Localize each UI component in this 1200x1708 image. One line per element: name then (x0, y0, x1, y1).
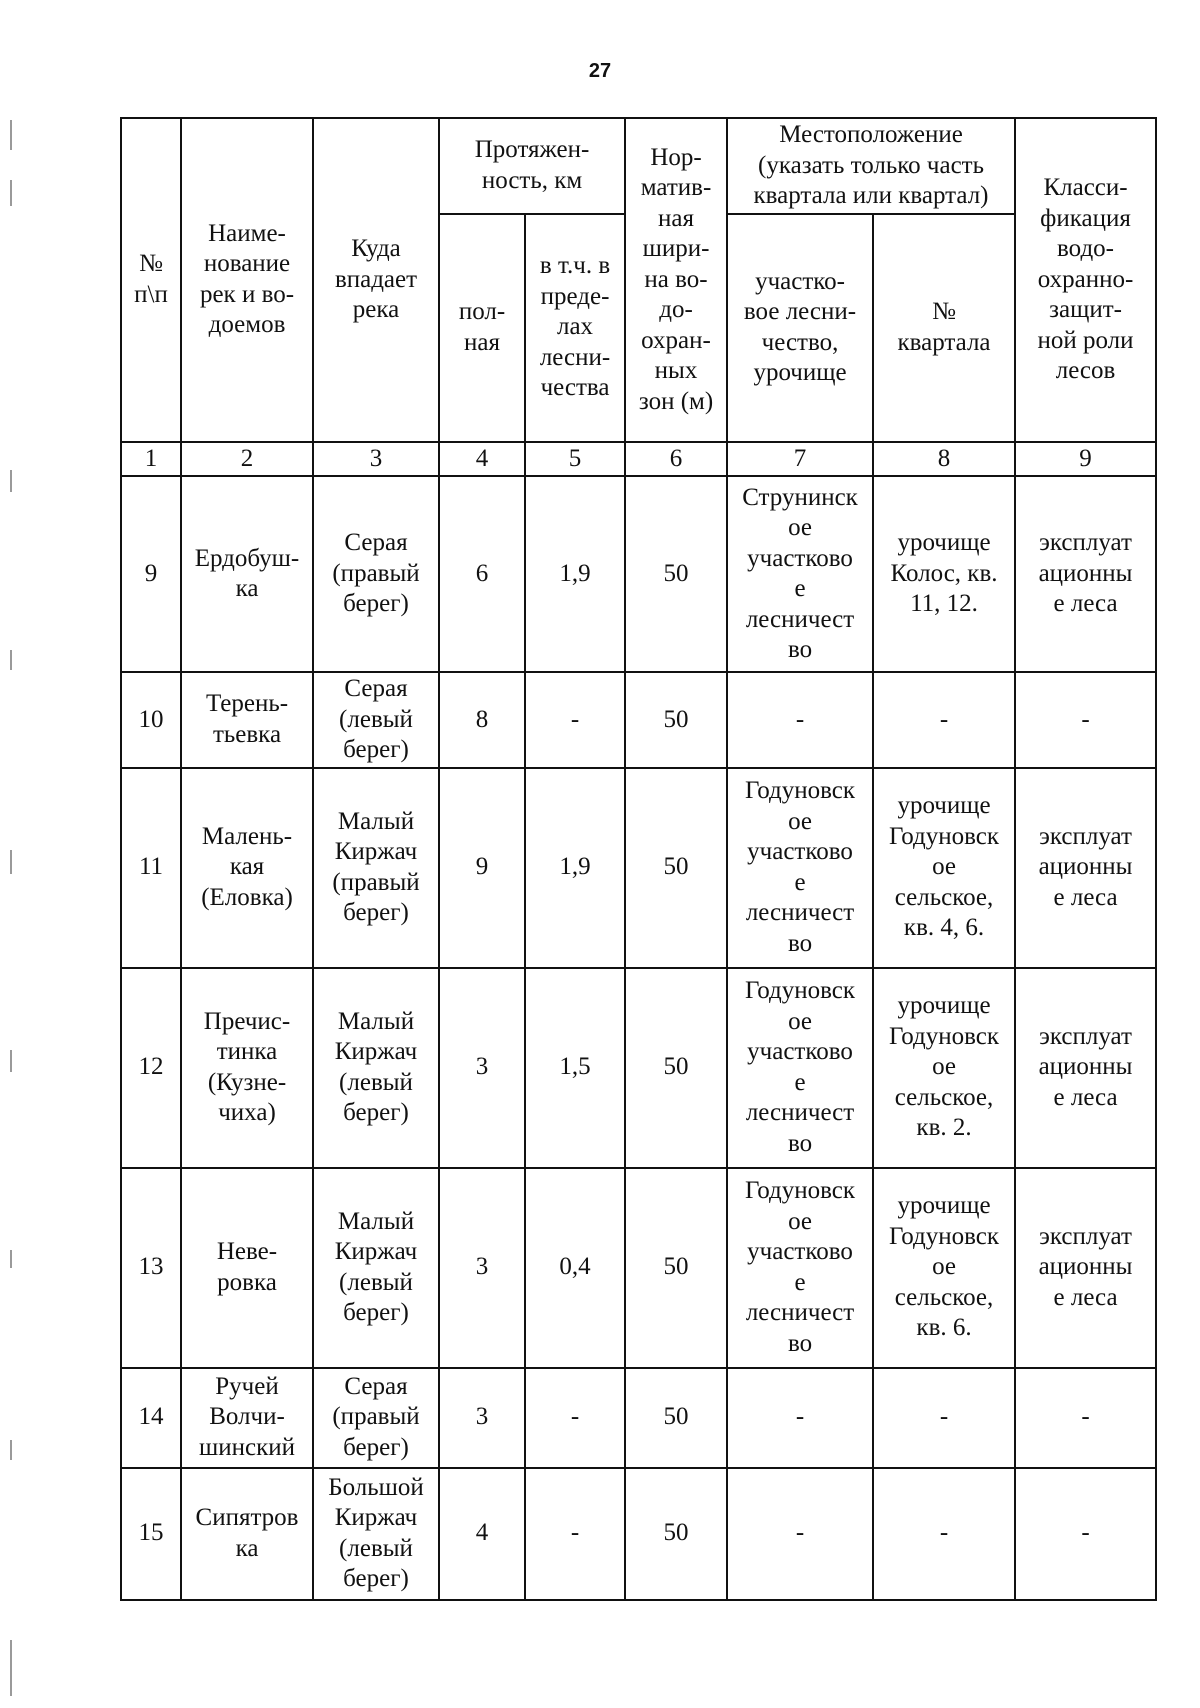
scan-edge-mark (10, 1640, 12, 1696)
cell-name: Малень- кая (Еловка) (181, 768, 313, 968)
scan-edge-mark (10, 470, 12, 492)
cell-classification: эксплуат ационны е леса (1015, 968, 1156, 1168)
header-zone-width: Нор- матив- ная шири- на во- до- охран- ных зон (м) (625, 118, 727, 442)
cell-flows-into: Малый Киржач (правый берег) (313, 768, 439, 968)
cell-name: Ручей Волчи- шинский (181, 1368, 313, 1468)
cell-name: Пречис- тинка (Кузне- чиха) (181, 968, 313, 1168)
cell-length-total: 3 (439, 1168, 525, 1368)
cell-length-total: 6 (439, 476, 525, 672)
cell-length-forestry: - (525, 1468, 625, 1600)
cell-number: 14 (121, 1368, 181, 1468)
cell-length-forestry: - (525, 672, 625, 768)
column-number: 9 (1015, 442, 1156, 477)
cell-quarter: - (873, 1468, 1015, 1600)
column-number: 1 (121, 442, 181, 477)
cell-quarter: - (873, 672, 1015, 768)
column-number: 6 (625, 442, 727, 477)
cell-classification: эксплуат ационны е леса (1015, 476, 1156, 672)
cell-flows-into: Малый Киржач (левый берег) (313, 1168, 439, 1368)
scan-edge-mark (10, 650, 12, 670)
table-row (121, 1368, 1156, 1468)
cell-length-forestry: - (525, 1368, 625, 1468)
cell-forestry: Годуновск ое участково е лесничест во (727, 1168, 873, 1368)
header-classification: Класси- фикация водо- охранно- защит- ной роли лесов (1015, 118, 1156, 442)
cell-quarter: урочище Годуновск ое сельское, кв. 4, 6. (873, 768, 1015, 968)
column-number: 8 (873, 442, 1015, 477)
column-number-row (121, 442, 1156, 477)
cell-classification: - (1015, 672, 1156, 768)
cell-quarter: урочище Годуновск ое сельское, кв. 6. (873, 1168, 1015, 1368)
cell-quarter: - (873, 1368, 1015, 1468)
cell-flows-into: Серая (левый берег) (313, 672, 439, 768)
page-number: 27 (588, 60, 612, 82)
cell-name: Терень- тьевка (181, 672, 313, 768)
cell-number: 15 (121, 1468, 181, 1600)
scan-edge-mark (10, 850, 12, 874)
cell-zone-width: 50 (625, 1368, 727, 1468)
table-row (121, 768, 1156, 968)
cell-zone-width: 50 (625, 1468, 727, 1600)
cell-number: 10 (121, 672, 181, 768)
header-number: № п\п (121, 118, 181, 442)
cell-number: 11 (121, 768, 181, 968)
water-bodies-table (120, 117, 1157, 1601)
cell-forestry: Струнинск ое участково е лесничест во (727, 476, 873, 672)
header-name: Наиме- нование рек и во- доемов (181, 118, 313, 442)
table-row (121, 672, 1156, 768)
cell-classification: - (1015, 1468, 1156, 1600)
cell-flows-into: Малый Киржач (левый берег) (313, 968, 439, 1168)
cell-classification: - (1015, 1368, 1156, 1468)
header-length-group: Протяжен- ность, км (439, 118, 625, 214)
cell-quarter: урочище Колос, кв. 11, 12. (873, 476, 1015, 672)
cell-flows-into: Серая (правый берег) (313, 476, 439, 672)
cell-number: 9 (121, 476, 181, 672)
cell-zone-width: 50 (625, 1168, 727, 1368)
header-length-forestry: в т.ч. в преде- лах лесни- чества (525, 214, 625, 442)
cell-length-total: 8 (439, 672, 525, 768)
header-row (121, 118, 1156, 214)
cell-length-total: 3 (439, 968, 525, 1168)
column-number: 3 (313, 442, 439, 477)
header-quarter: № квартала (873, 214, 1015, 442)
cell-classification: эксплуат ационны е леса (1015, 768, 1156, 968)
cell-forestry: Годуновск ое участково е лесничест во (727, 968, 873, 1168)
cell-zone-width: 50 (625, 968, 727, 1168)
cell-length-total: 9 (439, 768, 525, 968)
scan-edge-mark (10, 1440, 12, 1460)
cell-forestry: - (727, 1468, 873, 1600)
cell-forestry: - (727, 672, 873, 768)
cell-length-forestry: 1,5 (525, 968, 625, 1168)
column-number: 4 (439, 442, 525, 477)
scan-edge-mark (10, 180, 12, 206)
column-number: 5 (525, 442, 625, 477)
cell-forestry: Годуновск ое участково е лесничест во (727, 768, 873, 968)
table-row (121, 1468, 1156, 1600)
cell-zone-width: 50 (625, 476, 727, 672)
cell-number: 13 (121, 1168, 181, 1368)
cell-length-forestry: 1,9 (525, 768, 625, 968)
cell-zone-width: 50 (625, 672, 727, 768)
table-row (121, 968, 1156, 1168)
cell-name: Неве- ровка (181, 1168, 313, 1368)
cell-flows-into: Большой Киржач (левый берег) (313, 1468, 439, 1600)
header-flows-into: Куда впадает река (313, 118, 439, 442)
cell-length-forestry: 0,4 (525, 1168, 625, 1368)
header-location-group: Местоположение (указать только часть квартала или квартал) (727, 118, 1015, 214)
header-length-total: пол- ная (439, 214, 525, 442)
cell-quarter: урочище Годуновск ое сельское, кв. 2. (873, 968, 1015, 1168)
cell-length-total: 4 (439, 1468, 525, 1600)
table-row (121, 476, 1156, 672)
cell-flows-into: Серая (правый берег) (313, 1368, 439, 1468)
table-row (121, 1168, 1156, 1368)
column-number: 7 (727, 442, 873, 477)
scan-edge-mark (10, 1250, 12, 1268)
cell-name: Сипятров ка (181, 1468, 313, 1600)
cell-length-total: 3 (439, 1368, 525, 1468)
cell-forestry: - (727, 1368, 873, 1468)
header-forestry: участко- вое лесни- чество, урочище (727, 214, 873, 442)
cell-name: Ердобуш- ка (181, 476, 313, 672)
cell-classification: эксплуат ационны е леса (1015, 1168, 1156, 1368)
scan-edge-mark (10, 120, 12, 150)
cell-number: 12 (121, 968, 181, 1168)
column-number: 2 (181, 442, 313, 477)
cell-length-forestry: 1,9 (525, 476, 625, 672)
scan-edge-mark (10, 1050, 12, 1072)
cell-zone-width: 50 (625, 768, 727, 968)
